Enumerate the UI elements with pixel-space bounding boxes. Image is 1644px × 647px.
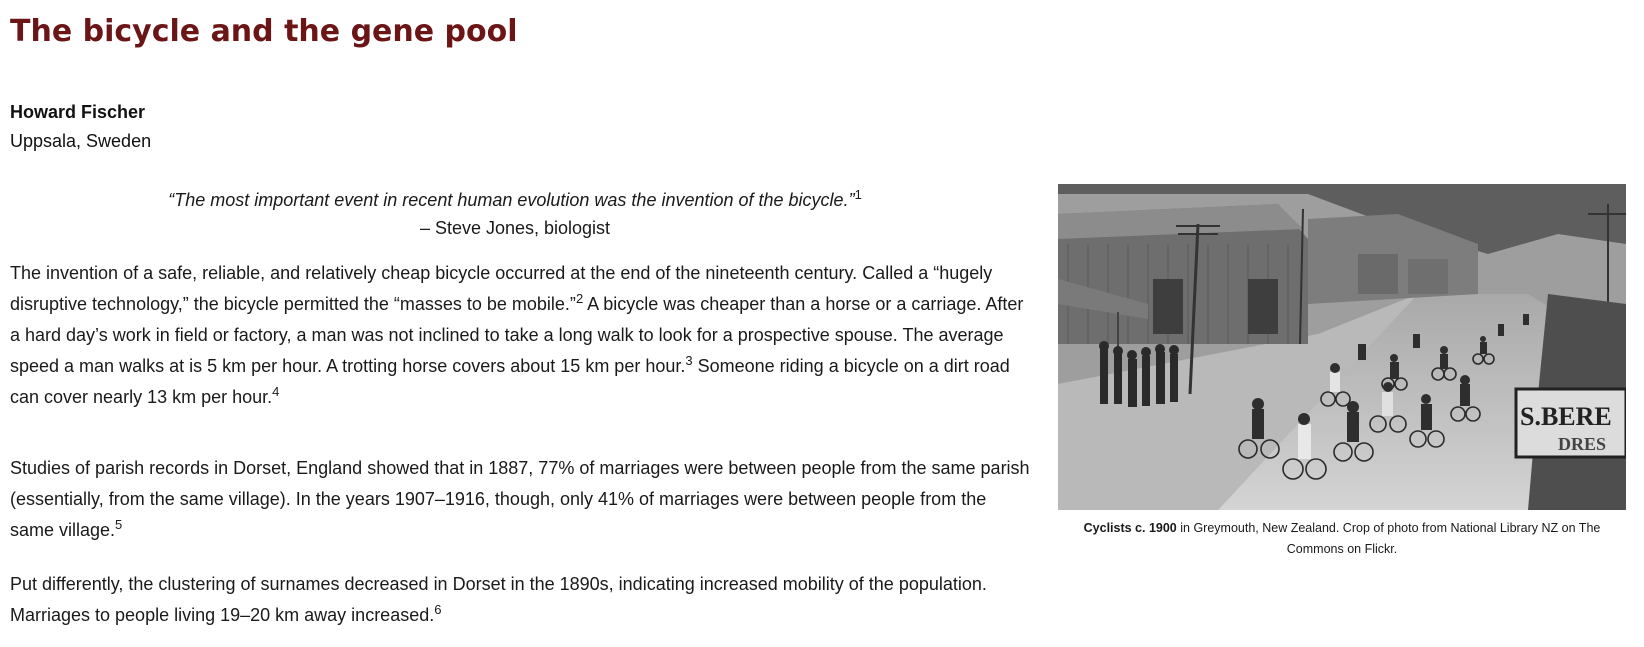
paragraph-text: Studies of parish records in Dorset, England showed that in 1887, 77% of marriages were between people from the same parish (essentially, from the same village). In the years 1907–1916, though, only 41% of marriages were between people from the same village.: [10, 458, 1030, 540]
caption-bold-text: Cyclists c. 1900: [1083, 521, 1177, 535]
epigraph-quote: [10, 186, 1020, 214]
author-name: Howard Fischer: [10, 102, 146, 122]
figure: [1058, 184, 1626, 560]
shop-sign-text: S.BERE: [1520, 402, 1612, 431]
epigraph-quote-text: “The most important event in recent human evolution was the invention of the bicycle.”: [168, 190, 855, 210]
footnote-ref-link[interactable]: 2: [575, 291, 584, 306]
epigraph-attribution: – Steve Jones, biologist: [419, 218, 611, 238]
paragraph-text: A bicycle was cheaper than a horse or a carriage. After a hard day’s work in field or factory, a man was not inclined to take a long walk to look for a prospective spouse. The average speed a man walks at is 5 km per hour. A trotting horse covers about 15 km per hour.: [10, 294, 1024, 376]
author-location: Uppsala, Sweden: [10, 131, 152, 151]
paragraph-3: [10, 569, 1030, 631]
figure-caption: [1058, 518, 1626, 560]
paragraph-2: [10, 453, 1030, 546]
cyclists-photo: [1058, 184, 1626, 510]
paragraph-text: Someone riding a bicycle on a dirt road can cover nearly 13 km per hour.: [10, 356, 1010, 407]
footnote-ref-link[interactable]: 1: [854, 187, 862, 202]
epigraph: [10, 186, 1020, 242]
article-title: The bicycle and the gene pool: [10, 14, 518, 49]
footnote-ref-link[interactable]: 6: [434, 602, 442, 617]
paragraph-text: The invention of a safe, reliable, and relatively cheap bicycle occurred at the end of the nineteenth century. Called a “hugely disruptive technology,” the bicycle permitted the “masses to be mobile.”: [10, 263, 993, 314]
paragraph-1: [10, 258, 1030, 413]
footnote-ref-link[interactable]: 5: [115, 517, 123, 532]
paragraph-text: Put differently, the clustering of surnames decreased in Dorset in the 1890s, indicating increased mobility of the population. Marriages to people living 19–20 km away increased.: [10, 574, 987, 625]
footnote-ref-link[interactable]: 4: [272, 384, 280, 399]
caption-text: in Greymouth, New Zealand. Crop of photo from National Library NZ on The Commons on Flickr.: [1176, 521, 1601, 556]
footnote-ref-link[interactable]: 3: [685, 353, 693, 368]
shop-sign-text: DRES: [1558, 434, 1607, 454]
